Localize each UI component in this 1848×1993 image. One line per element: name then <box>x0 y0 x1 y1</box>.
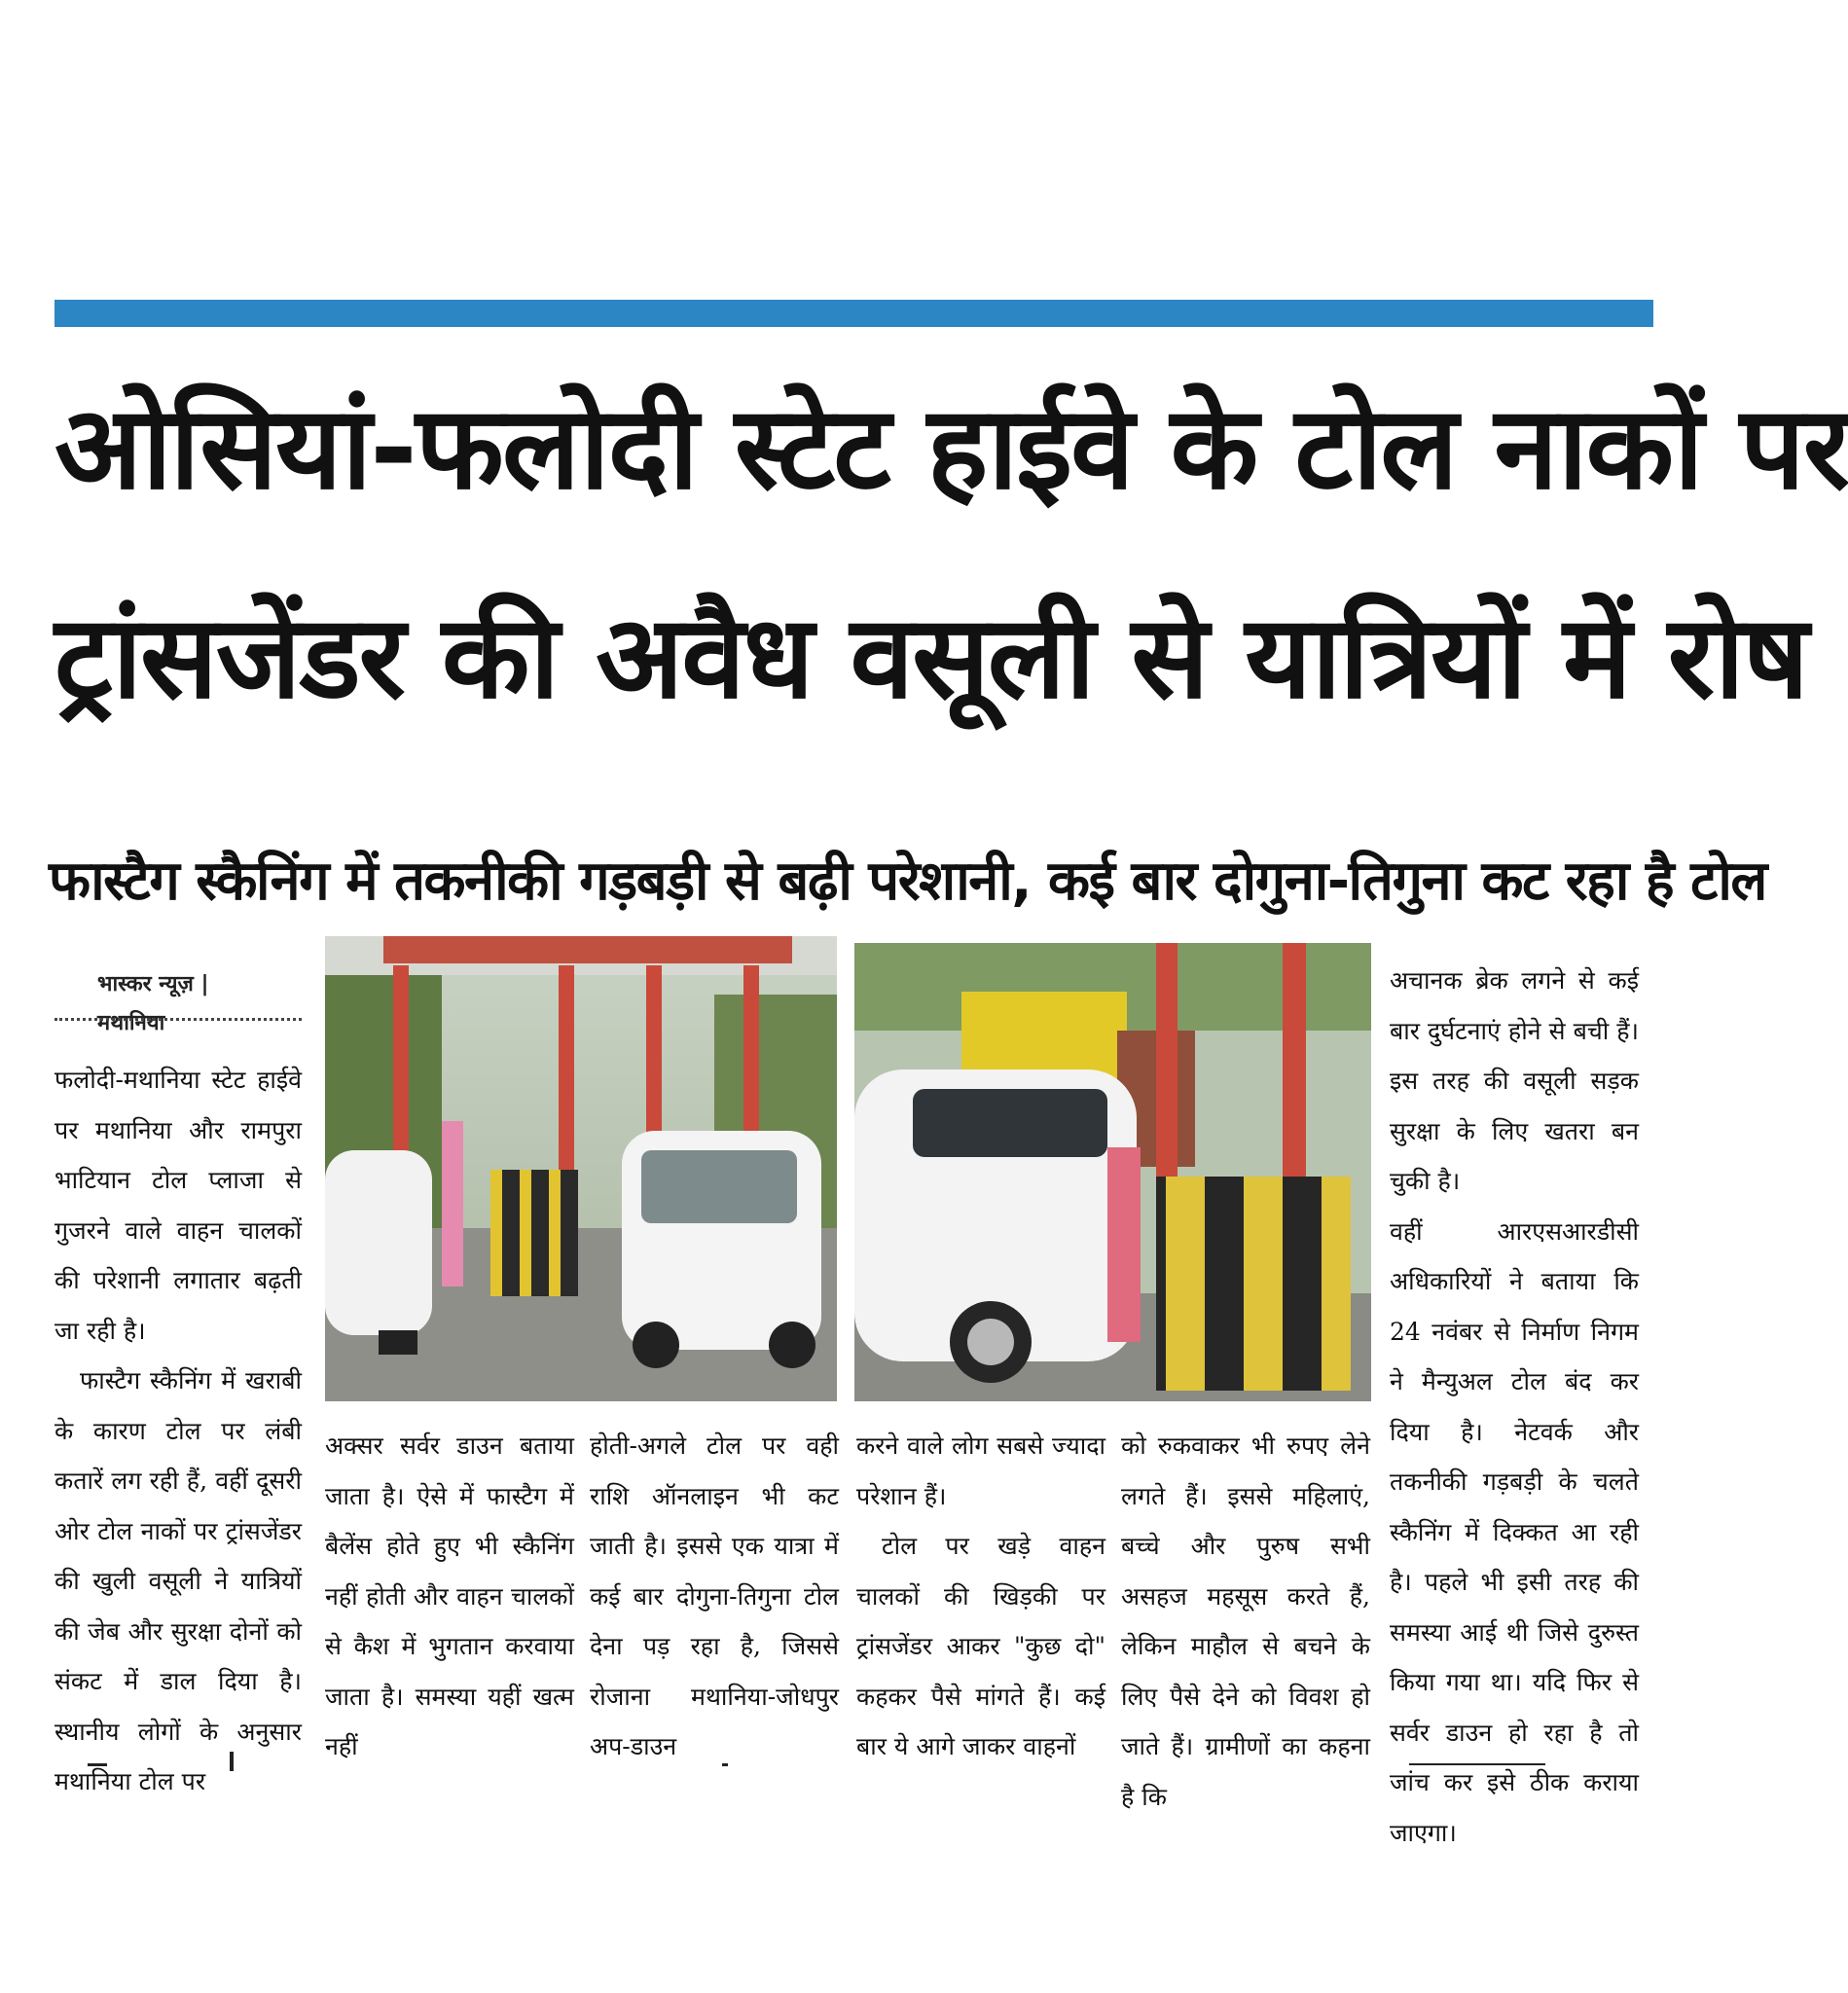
article-column-3 <box>590 1421 839 1760</box>
cutoff-mark <box>230 1752 234 1771</box>
paragraph: अचानक ब्रेक लगने से कई बार दुर्घटनाएं होने से बची हैं। इस तरह की वसूली सड़क सुरक्षा के लिए खतरा बन चुकी है। <box>1390 966 1639 1195</box>
paragraph: होती-अगले टोल पर वही राशि ऑनलाइन भी कट जाती है। इससे एक यात्रा में कई बार दोगुना-तिगुना टोल देना पड़ रहा है, जिससे रोजाना मथानिया-जोधपुर अप-डाउन <box>590 1431 839 1760</box>
paragraph: अक्सर सर्वर डाउन बताया जाता है। ऐसे में फास्टैग में बैलेंस होते हुए भी स्कैनिंग नहीं होती और वाहन चालकों से कैश में भुगतान करवाया जाता है। समस्या यहीं खत्म नहीं <box>325 1431 574 1760</box>
article-column-6 <box>1390 956 1639 1847</box>
paragraph: फलोदी-मथानिया स्टेट हाईवे पर मथानिया और रामपुरा भाटियान टोल प्लाजा से गुजरने वाले वाहन चालकों की परेशानी लगातार बढ़ती जा रही है। <box>54 1066 302 1345</box>
paragraph: टोल पर खड़े वाहन चालकों की खिड़की पर ट्रांसजेंडर आकर "कुछ दो" कहकर पैसे मांगते हैं। कई बार ये आगे जाकर वाहनों <box>856 1532 1105 1760</box>
article-column-5 <box>1121 1421 1370 1811</box>
header-accent-bar <box>54 300 1653 327</box>
paragraph: को रुकवाकर भी रुपए लेने लगते हैं। इससे महिलाएं, बच्चे और पुरुष सभी असहज महसूस करते हैं, लेकिन माहौल से बचने के लिए पैसे देने को विवश हो जाते हैं। ग्रामीणों का कहना है कि <box>1121 1431 1370 1811</box>
article-column-4 <box>856 1421 1105 1760</box>
paragraph: वहीं आरएसआरडीसी अधिकारियों ने बताया कि 24 नवंबर से निर्माण निगम ने मैन्युअल टोल बंद कर दिया है। नेटवर्क और तकनीकी गड़बड़ी के चलते स्कैनिंग में दिक्कत आ रही है। पहले भी इसी तरह की समस्या आई थी जिसे दुरुस्त किया गया था। यदि फिर से सर्वर डाउन हो रहा है तो जांच कर इसे ठीक कराया जाएगा। <box>1390 1216 1639 1847</box>
cutoff-mark <box>88 1763 107 1766</box>
byline: भास्कर न्यूज़ | मथानिया <box>97 972 209 1035</box>
headline-line-2: ट्रांसजेंडर की अवैध वसूली से यात्रियों में रोष <box>54 590 1807 724</box>
article-column-1 <box>54 1055 302 1795</box>
cutoff-mark <box>1409 1763 1545 1765</box>
cutoff-mark <box>722 1763 728 1766</box>
paragraph: करने वाले लोग सबसे ज्यादा परेशान हैं। <box>856 1431 1105 1510</box>
byline-divider <box>54 1018 302 1021</box>
toll-plaza-photo <box>325 936 837 1401</box>
paragraph: फास्टैग स्कैनिंग में खराबी के कारण टोल पर लंबी कतारें लग रही हैं, वहीं दूसरी ओर टोल नाकों पर ट्रांसजेंडर की खुली वसूली ने यात्रियों की जेब और सुरक्षा दोनों को संकट में डाल दिया है। स्थानीय लोगों के अनुसार मथानिया टोल पर <box>54 1366 302 1795</box>
article-column-2 <box>325 1421 574 1760</box>
car-at-toll-photo <box>854 943 1371 1401</box>
subheadline: फास्टैग स्कैनिंग में तकनीकी गड़बड़ी से बढ़ी परेशानी, कई बार दोगुना-तिगुना कट रहा है टोल <box>49 850 1766 913</box>
headline-line-1: ओसियां-फलोदी स्टेट हाईवे के टोल नाकों पर <box>54 380 1848 515</box>
